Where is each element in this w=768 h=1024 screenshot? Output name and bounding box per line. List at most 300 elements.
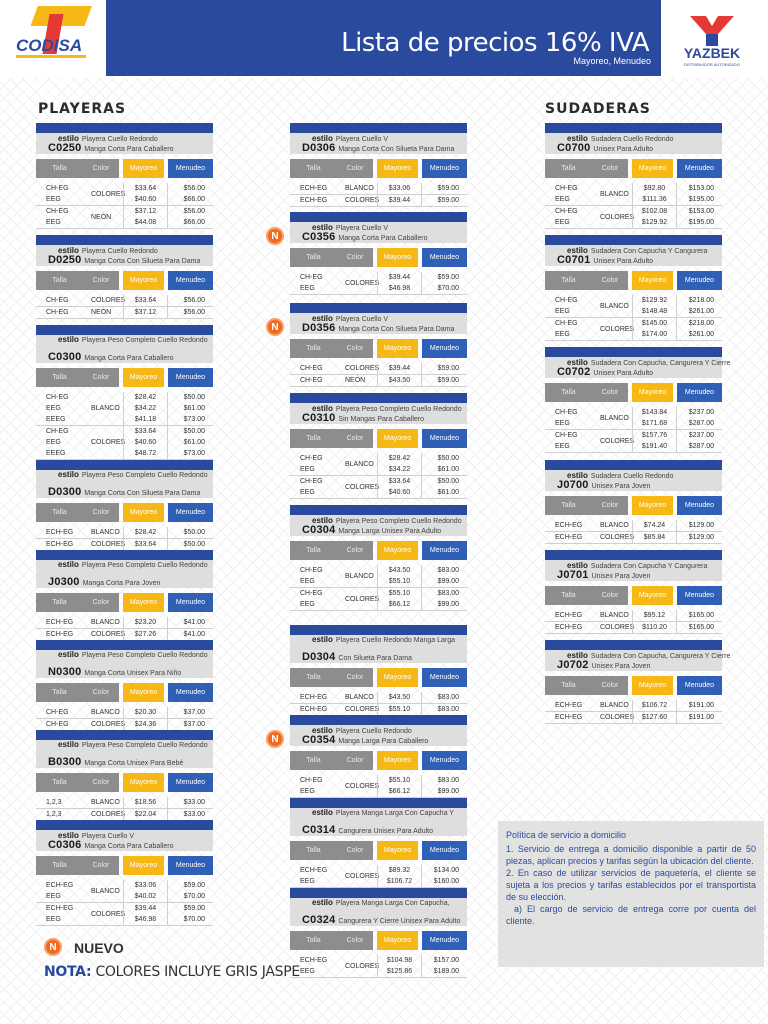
mayoreo-price: $174.00 [641,331,668,338]
column-headers [545,496,722,515]
product-desc1: Playera Manga Larga Con Capucha, [335,900,450,907]
menudeo-price: $189.00 [433,968,459,975]
menudeo-price: $165.00 [688,624,714,631]
price-rows [36,527,213,551]
product-desc1: Playera Cuello V [335,225,389,232]
column-headers [290,841,467,860]
col-mayoreo: Mayoreo [377,841,418,860]
mayoreo-price: $28.42 [134,394,157,401]
product-d0300 [36,460,213,551]
block-bar [290,393,467,403]
page-title: Lista de precios 16% IVA [341,28,649,58]
menudeo-price: $61.00 [437,466,459,473]
color-cell: COLORES [600,325,635,333]
price-group [290,363,467,375]
mayoreo-price: $40.60 [134,196,157,203]
product-header [545,470,722,491]
col-talla: Talla [545,496,592,515]
size-cell: EEG [300,285,315,292]
product-desc1: Sudadera Con Capucha Y Cangurera [590,248,708,255]
product-header [36,560,213,588]
size-cell: ECH-EG [46,529,74,536]
block-bar [290,715,467,725]
product-code: C0306 [48,839,82,851]
size-cell: EEEG [46,450,66,457]
mayoreo-price: $55.10 [388,777,411,784]
col-mayoreo: Mayoreo [377,751,418,770]
product-desc2: Manga Corta Para Caballero [338,235,428,242]
color-cell: NEÓN [91,213,112,221]
col-mayoreo: Mayoreo [123,159,164,178]
col-color: Color [83,856,119,875]
policy-item: a) El cargo de servicio de entrega corre por cuenta del cliente. [506,904,756,926]
page-subtitle: Mayoreo, Menudeo [573,56,651,66]
col-color: Color [83,683,119,702]
menudeo-price: $191.00 [688,702,714,709]
size-cell: CH-EG [555,185,578,192]
menudeo-price: $153.00 [688,208,714,215]
col-menudeo: Menudeo [168,271,213,290]
col-mayoreo: Mayoreo [123,683,164,702]
price-group [290,865,467,888]
mayoreo-price: $55.10 [388,590,411,597]
menudeo-price: $61.00 [183,405,205,412]
menudeo-price: $129.00 [688,534,714,541]
price-group [36,206,213,229]
product-desc1: Sudadera Con Capucha, Cangurera Y Cierre [590,360,731,367]
menudeo-price: $218.00 [688,320,714,327]
menudeo-price: $195.00 [688,219,714,226]
size-cell: ECH-EG [300,706,328,713]
product-desc1: Sudadera Con Capucha, Cangurera Y Cierre [590,653,731,660]
size-cell: CH-EG [46,309,69,316]
menudeo-price: $33.00 [183,799,205,806]
menudeo-price: $61.00 [437,489,459,496]
mayoreo-price: $33.64 [134,428,157,435]
menudeo-price: $50.00 [437,478,459,485]
note-label: NOTA: [44,964,92,980]
product-desc2: Sin Mangas Para Caballero [338,416,425,423]
style-label: estilo [58,134,79,143]
col-menudeo: Menudeo [422,339,467,358]
col-color: Color [337,339,373,358]
menudeo-price: $56.00 [183,309,205,316]
mayoreo-price: $33.64 [134,541,157,548]
style-label: estilo [312,516,333,525]
size-cell: CH-EG [555,409,578,416]
product-code: C0354 [302,734,336,746]
col-color: Color [337,248,373,267]
price-group [545,407,722,430]
color-cell: BLANCO [345,572,374,580]
style-label: estilo [58,246,79,255]
product-desc2: Manga Larga Unisex Para Adulto [338,528,442,535]
color-cell: BLANCO [345,185,374,192]
product-desc2: Manga Corta Para Caballero [84,355,174,362]
mayoreo-price: $106.72 [386,878,413,885]
product-code: B0300 [48,756,82,768]
mayoreo-price: $145.00 [641,320,668,327]
product-c0306 [36,820,213,926]
product-desc1: Sudadera Cuello Redondo [590,136,674,143]
product-j0702 [545,640,731,724]
price-group [545,712,722,724]
color-cell: COLORES [345,595,380,603]
column-headers [290,159,467,178]
mayoreo-price: $48.72 [134,450,157,457]
size-cell: CH-EG [46,721,69,728]
product-code: D0300 [48,486,82,498]
col-mayoreo: Mayoreo [377,541,418,560]
price-rows [290,692,467,716]
price-group [290,476,467,499]
col-color: Color [337,931,373,950]
menudeo-price: $99.00 [437,788,459,795]
price-group [36,903,213,926]
price-group [545,520,722,532]
mayoreo-price: $34.22 [134,405,157,412]
size-cell: EEG [300,878,315,885]
product-j0300 [36,550,213,641]
block-bar [545,347,722,357]
menudeo-price: $99.00 [437,578,459,585]
column-headers [290,931,467,950]
block-bar [545,123,722,133]
column-headers [36,856,213,875]
size-cell: CH-EG [300,567,323,574]
col-menudeo: Menudeo [677,383,722,402]
product-desc1: Playera Peso Completo Cuello Redondo [81,472,208,479]
size-cell: CH-EG [300,777,323,784]
size-cell: CH-EG [300,478,323,485]
col-menudeo: Menudeo [168,856,213,875]
mayoreo-price: $102.08 [641,208,668,215]
color-cell: COLORES [345,365,380,372]
style-label: estilo [312,223,333,232]
mayoreo-price: $106.72 [641,702,668,709]
col-color: Color [592,271,628,290]
delivery-policy-box [498,821,764,967]
price-rows [36,392,213,460]
size-cell: ECH-EG [300,185,328,192]
price-group [36,183,213,206]
price-group [545,610,722,622]
col-color: Color [592,676,628,695]
product-code: D0250 [48,254,82,266]
mayoreo-price: $33.64 [388,478,411,485]
mayoreo-price: $39.44 [134,905,157,912]
product-d0304 [290,625,467,716]
color-cell: BLANCO [91,799,120,806]
size-cell: ECH-EG [555,702,583,709]
menudeo-price: $50.00 [437,455,459,462]
size-cell: ECH-EG [300,867,328,874]
mayoreo-price: $40.02 [134,893,157,900]
col-menudeo: Menudeo [168,773,213,792]
size-cell: CH-EG [46,394,69,401]
color-cell: COLORES [345,872,380,880]
col-talla: Talla [290,931,337,950]
col-color: Color [337,841,373,860]
mayoreo-price: $111.36 [642,196,667,203]
product-desc2: Unisex Para Adulto [593,370,653,377]
col-mayoreo: Mayoreo [632,496,673,515]
price-rows [290,865,467,888]
product-c0324 [290,888,467,978]
product-c0314 [290,798,467,888]
price-group [545,700,722,712]
mayoreo-price: $37.12 [134,309,157,316]
price-rows [545,520,722,544]
size-cell: CH-EG [300,455,323,462]
mayoreo-price: $23.20 [134,619,157,626]
menudeo-price: $66.00 [183,219,205,226]
menudeo-price: $287.00 [688,443,714,450]
product-code: C0702 [557,366,591,378]
product-header [36,650,213,678]
menudeo-price: $153.00 [688,185,714,192]
product-code: C0250 [48,142,82,154]
size-cell: EEG [555,331,570,338]
col-talla: Talla [36,159,83,178]
size-cell: CH-EG [555,208,578,215]
color-cell: COLORES [91,190,126,198]
mayoreo-price: $46.98 [388,285,411,292]
mayoreo-price: $18.56 [134,799,157,806]
new-badge-icon: N [266,730,284,748]
product-d0356 [290,303,467,387]
product-desc1: Playera Cuello Redondo [81,248,158,255]
col-talla: Talla [290,541,337,560]
price-group [36,392,213,426]
size-cell: EEG [300,968,315,975]
block-bar [36,550,213,560]
column-headers [545,159,722,178]
product-header [290,403,467,424]
price-rows [545,295,722,341]
mayoreo-price: $24.36 [134,721,157,728]
color-cell: COLORES [345,279,380,287]
mayoreo-price: $40.60 [388,489,411,496]
size-cell: EEG [46,405,61,412]
col-menudeo: Menudeo [422,841,467,860]
col-talla: Talla [545,383,592,402]
mayoreo-price: $171.68 [641,420,668,427]
column-headers [545,383,722,402]
color-cell: BLANCO [600,612,629,619]
product-desc1: Playera Peso Completo Cuello Redondo [81,742,208,749]
menudeo-price: $59.00 [437,185,459,192]
col-mayoreo: Mayoreo [377,429,418,448]
price-group [290,565,467,588]
column-headers [545,676,722,695]
col-talla: Talla [36,773,83,792]
block-bar [290,625,467,635]
col-mayoreo: Mayoreo [632,383,673,402]
product-desc2: Unisex Para Adulto [593,146,653,153]
size-cell: CH-EG [555,432,578,439]
product-desc1: Playera Peso Completo Cuello Redondo [81,562,208,569]
col-talla: Talla [545,271,592,290]
block-bar [290,505,467,515]
product-n0300 [36,640,213,731]
style-label: estilo [58,650,79,659]
col-talla: Talla [36,503,83,522]
product-code: C0700 [557,142,591,154]
col-menudeo: Menudeo [422,541,467,560]
price-group [290,692,467,704]
column-headers [545,586,722,605]
style-label: estilo [312,635,333,644]
mayoreo-price: $74.24 [643,522,666,529]
block-bar [36,820,213,830]
product-desc2: Unisex Para Adulto [593,258,653,265]
column-headers [290,248,467,267]
mayoreo-price: $43.50 [388,377,411,384]
size-cell: CH-EG [46,208,69,215]
col-color: Color [83,593,119,612]
product-code: J0300 [48,576,80,588]
policy-item: 2. En caso de utilizar servicios de paquetería, el cliente se sujeta a los precios y tarifas establecidos por el transportista de su elección. [506,868,756,902]
menudeo-price: $50.00 [183,541,205,548]
col-color: Color [83,159,119,178]
menudeo-price: $287.00 [688,420,714,427]
menudeo-price: $129.00 [688,522,714,529]
price-group [36,426,213,460]
product-c0300 [36,325,213,460]
section-title-sudaderas: SUDADERAS [545,101,651,117]
col-talla: Talla [545,159,592,178]
product-header [290,898,467,926]
block-bar [36,325,213,335]
product-header [290,222,467,243]
product-desc2: Manga Corta Para Caballero [84,146,174,153]
color-cell: BLANCO [91,887,120,895]
col-menudeo: Menudeo [168,593,213,612]
mayoreo-price: $33.64 [134,185,157,192]
size-cell: EEG [46,196,61,203]
codisa-logo [0,0,106,78]
mayoreo-price: $95.12 [643,612,666,619]
block-bar [290,212,467,222]
product-desc2: Con Silueta Para Dama [338,655,412,662]
price-rows [290,955,467,978]
product-code: J0702 [557,659,589,671]
product-b0300 [36,730,213,821]
product-j0701 [545,550,722,634]
size-cell: CH-EG [555,297,578,304]
menudeo-price: $56.00 [183,297,205,304]
menudeo-price: $41.00 [183,631,205,638]
menudeo-price: $195.00 [688,196,714,203]
product-desc2: Manga Corta Unisex Para Bebé [84,760,184,767]
mayoreo-price: $27.26 [134,631,157,638]
col-color: Color [83,271,119,290]
product-code: D0306 [302,142,336,154]
size-cell: EEG [555,196,570,203]
product-header [545,133,722,154]
col-color: Color [592,586,628,605]
mayoreo-price: $148.48 [641,308,668,315]
col-color: Color [83,773,119,792]
column-headers [36,271,213,290]
size-cell: 1,2,3 [46,799,62,806]
price-group [290,775,467,798]
menudeo-price: $261.00 [688,308,714,315]
product-desc2: Manga Corta Con Silueta Para Dama [84,490,201,497]
new-badge-icon: N [44,938,62,956]
block-bar [545,550,722,560]
menudeo-price: $261.00 [688,331,714,338]
product-desc1: Playera Cuello Redondo Manga Larga [335,637,455,644]
col-talla: Talla [36,856,83,875]
product-header [36,335,213,363]
color-cell: BLANCO [345,694,374,701]
menudeo-price: $50.00 [183,394,205,401]
size-cell: ECH-EG [46,541,74,548]
mayoreo-price: $43.50 [388,567,411,574]
mayoreo-price: $46.98 [134,916,157,923]
color-cell: COLORES [91,811,126,818]
product-code: C0314 [302,824,336,836]
col-menudeo: Menudeo [168,503,213,522]
style-label: estilo [58,335,79,344]
block-bar [36,640,213,650]
col-mayoreo: Mayoreo [377,668,418,687]
size-cell: CH-EG [46,709,69,716]
product-desc1: Sudadera Cuello Redondo [590,473,674,480]
product-c0304 [290,505,467,611]
column-headers [36,593,213,612]
product-d0250 [36,235,213,319]
mayoreo-price: $28.42 [134,529,157,536]
policy-title: Política de servicio a domicilio [506,830,627,840]
menudeo-price: $59.00 [183,905,205,912]
product-desc2: Cangurera Y Cierre Unisex Para Adulto [338,918,461,925]
mayoreo-price: $191.40 [641,443,668,450]
color-cell: BLANCO [91,619,120,626]
product-code: D0356 [302,322,336,334]
col-menudeo: Menudeo [677,586,722,605]
product-header [36,830,213,851]
price-group [545,206,722,229]
style-label: estilo [567,651,588,660]
col-talla: Talla [290,339,337,358]
size-cell: CH-EG [300,590,323,597]
style-label: estilo [58,470,79,479]
price-group [545,622,722,634]
size-cell: EEG [300,788,315,795]
size-cell: ECH-EG [46,905,74,912]
menudeo-price: $66.00 [183,196,205,203]
section-title-playeras: PLAYERAS [38,101,127,117]
mayoreo-price: $157.76 [641,432,668,439]
color-cell: BLANCO [91,529,120,536]
menudeo-price: $59.00 [437,377,459,384]
size-cell: ECH-EG [555,522,583,529]
product-c0354 [290,715,467,798]
mayoreo-price: $85.84 [643,534,666,541]
price-rows [290,272,467,295]
col-mayoreo: Mayoreo [123,593,164,612]
price-group [36,527,213,539]
column-headers [290,668,467,687]
menudeo-price: $83.00 [437,590,459,597]
color-cell: COLORES [345,197,380,204]
col-menudeo: Menudeo [168,368,213,387]
price-group [290,375,467,387]
size-cell: CH-EG [300,274,323,281]
